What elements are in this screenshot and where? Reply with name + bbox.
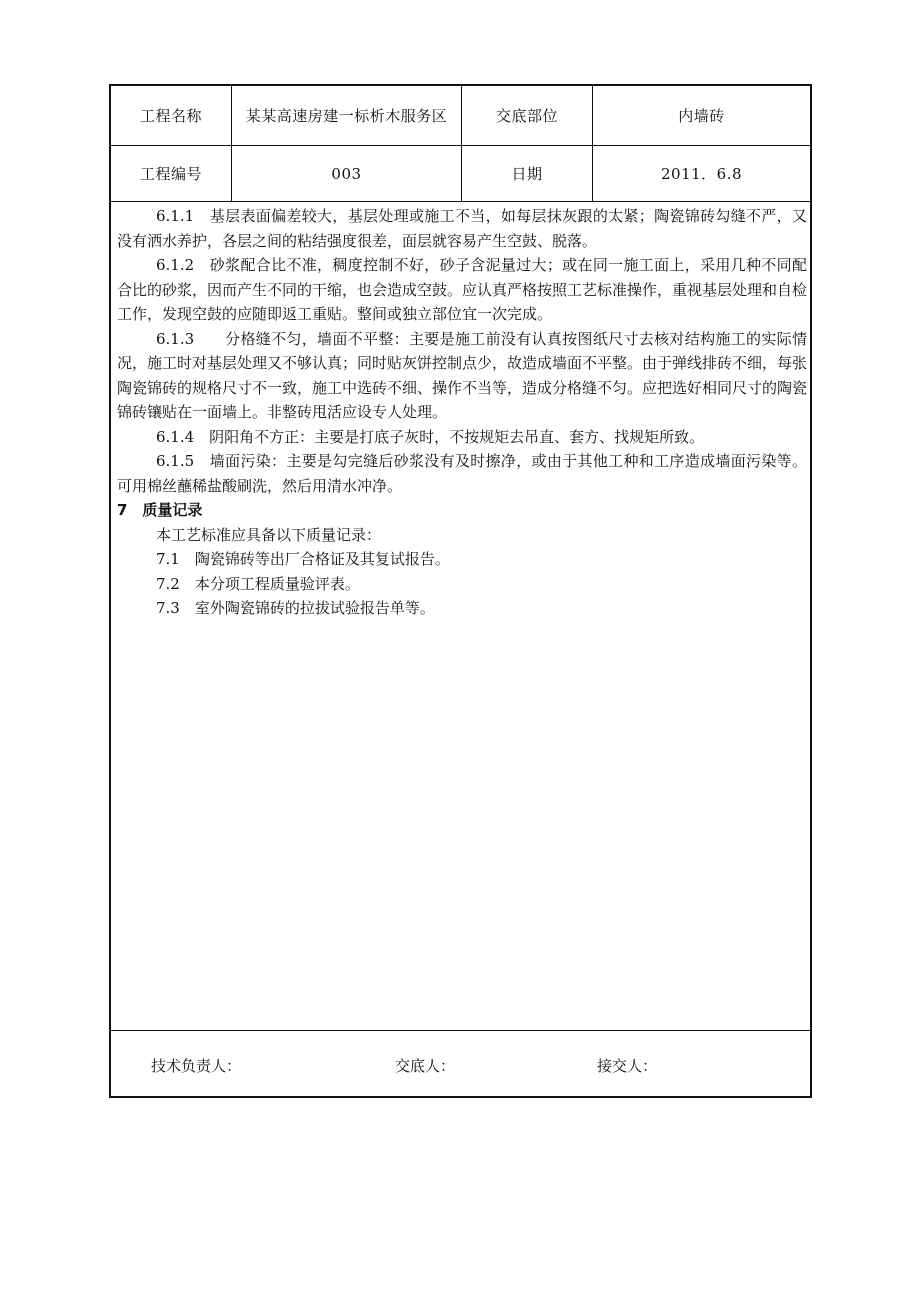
paragraph-6-1-2: 6.1.2 砂浆配合比不准，稠度控制不好，砂子含泥量过大；或在同一施工面上，采用几种不同配合比的砂浆，因而产生不同的干缩，也会造成空鼓。应认真严格按照工艺标准操作，重视基层处理和自检工作，发现空鼓的应随即返工重贴。整间或独立部位宜一次完成。	[117, 256, 808, 323]
receiver-signature-label: 接交人：	[597, 1057, 658, 1075]
header-bottom-divider	[111, 201, 810, 202]
record-7-3: 7.3 室外陶瓷锦砖的拉拔试验报告单等。	[156, 599, 435, 617]
tech-lead-signature-label: 技术负责人：	[151, 1057, 242, 1075]
section-7-intro: 本工艺标准应具备以下质量记录：	[156, 525, 382, 544]
handover-part-label: 交底部位	[495, 107, 558, 125]
handover-part-value: 内墙砖	[678, 107, 725, 125]
project-name-value: 某某高速房建一标析木服务区	[245, 107, 448, 125]
signature-row	[111, 1032, 810, 1096]
project-name-label: 工程名称	[139, 107, 202, 125]
paragraph-6-1-1: 6.1.1 基层表面偏差较大，基层处理或施工不当，如每层抹灰跟的太紧；陶瓷锦砖勾缝不严，又没有洒水养护，各层之间的粘结强度很差，面层就容易产生空鼓、脱落。	[117, 207, 807, 250]
project-no-label: 工程编号	[139, 165, 202, 183]
presenter-signature-label: 交底人：	[395, 1057, 456, 1075]
handover-form	[109, 84, 812, 1098]
handover-content	[117, 204, 807, 621]
date-label: 日期	[511, 165, 543, 183]
paragraph-6-1-4: 6.1.4 阴阳角不方正：主要是打底子灰时，不按规矩去吊直、套方、找规矩所致。	[156, 427, 705, 446]
footer-divider	[111, 1030, 810, 1031]
paragraph-6-1-3: 6.1.3 分格缝不匀，墙面不平整：主要是施工前没有认真按图纸尺寸去核对结构施工的实际情况，施工时对基层处理又不够认真；同时贴灰饼控制点少，故造成墙面不平整。由于弹线排砖不细，每张陶瓷锦砖的规格尺寸不一致，施工中选砖不细、操作不当等，造成分格缝不匀。应把选好相同尺寸的陶瓷锦砖镶贴在一面墙上。非整砖甩活应设专人处理。	[117, 329, 808, 421]
date-value: 2011．6.8	[660, 165, 743, 183]
paragraph-6-1-5: 6.1.5 墙面污染：主要是勾完缝后砂浆没有及时擦净，或由于其他工种和工序造成墙面污染等。可用棉丝蘸稀盐酸刷洗，然后用清水冲净。	[117, 452, 807, 495]
project-no-value: 003	[331, 164, 362, 183]
section-7-heading: 7 质量记录	[117, 501, 203, 519]
record-7-2: 7.2 本分项工程质量验评表。	[156, 574, 360, 593]
record-7-1: 7.1 陶瓷锦砖等出厂合格证及其复试报告。	[156, 550, 450, 568]
